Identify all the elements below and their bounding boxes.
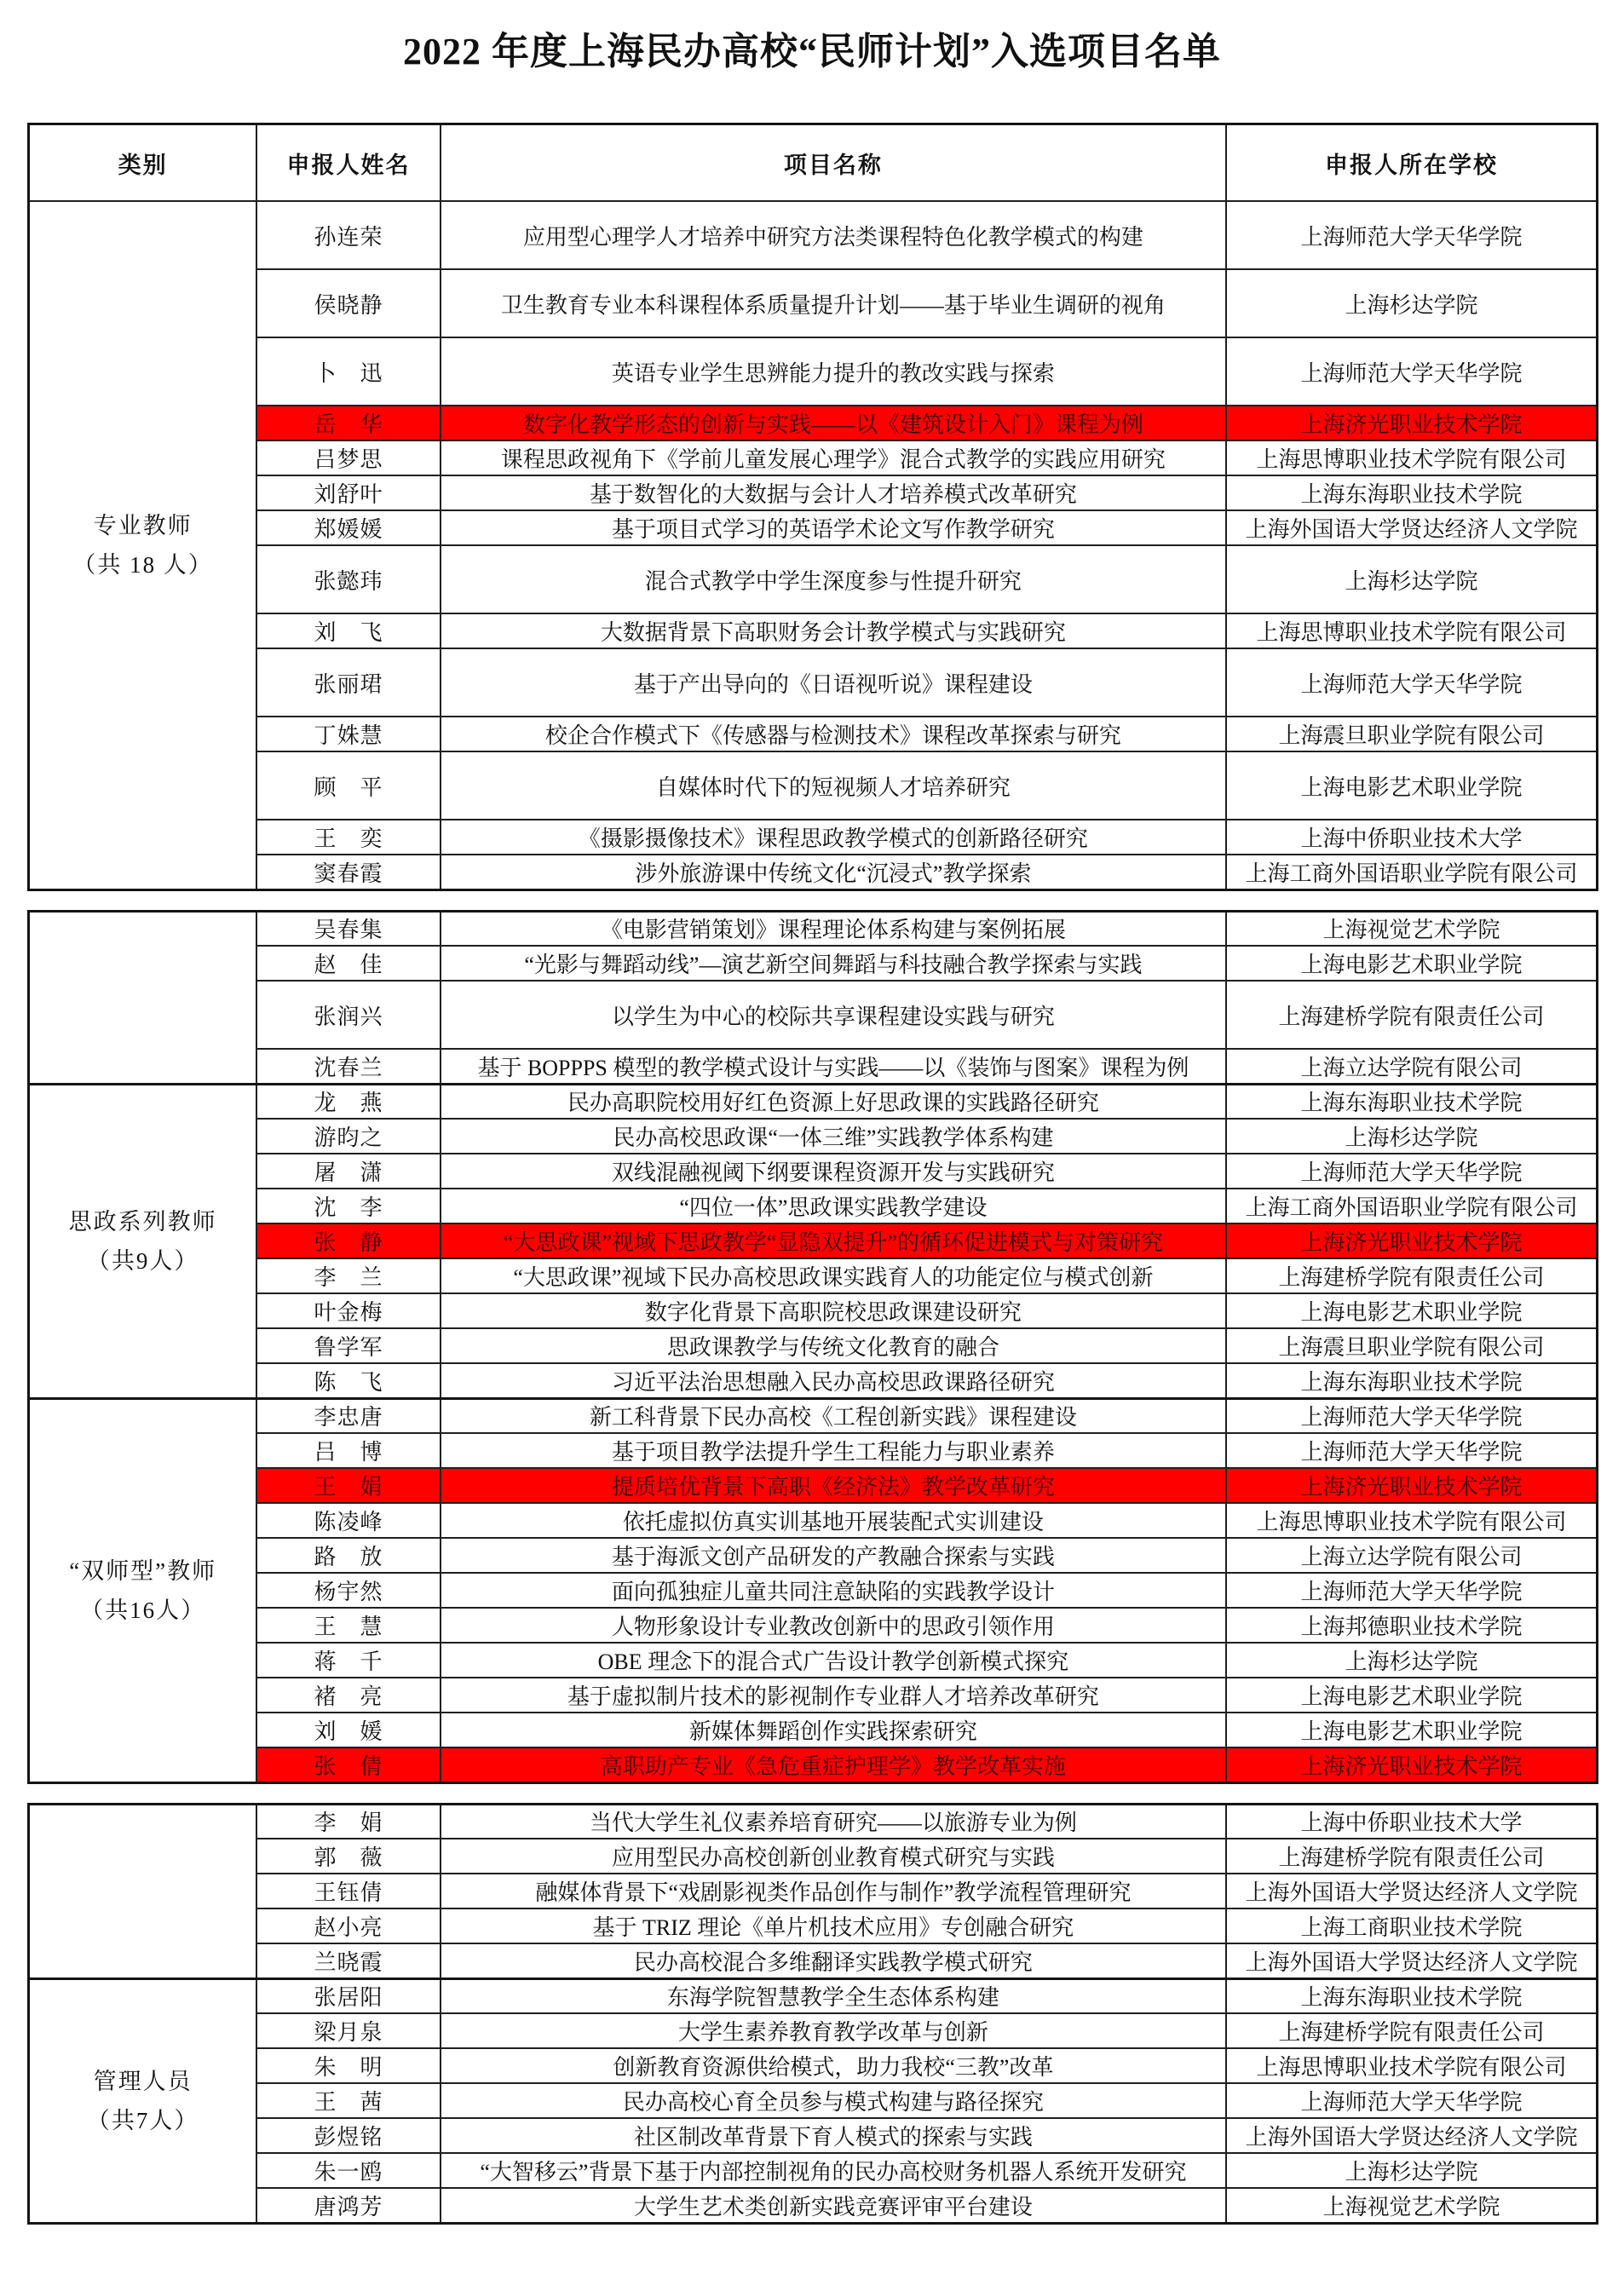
table-row: [29, 269, 1598, 337]
table-row: [29, 1363, 1598, 1398]
school-name: 上海震旦职业学院有限公司: [1226, 1328, 1597, 1363]
school-name: 上海东海职业技术学院: [1226, 1084, 1597, 1119]
table-row: [29, 946, 1598, 981]
table-row: [29, 2013, 1598, 2048]
page-title: 2022 年度上海民办高校“民师计划”入选项目名单: [403, 31, 1221, 72]
table-row: [29, 1608, 1598, 1643]
applicant-name: 郭 薇: [256, 1839, 440, 1874]
project-title: 自媒体时代下的短视频人才培养研究: [441, 751, 1226, 820]
school-name: 上海立达学院有限公司: [1226, 1049, 1597, 1084]
applicant-name: 屠 潇: [256, 1154, 440, 1189]
category-label: 管理人员: [93, 2068, 193, 2094]
applicant-name: 吕 博: [256, 1433, 440, 1468]
school-name: 上海师范大学天华学院: [1226, 201, 1597, 269]
project-title: 数字化教学形态的创新与实践——以《建筑设计入门》课程为例: [441, 406, 1226, 440]
project-title: 基于产出导向的《日语视听说》课程建设: [441, 648, 1226, 717]
project-title: 高职助产专业《急危重症护理学》教学改革实施: [441, 1747, 1226, 1782]
table-row: [29, 1538, 1598, 1573]
table-row: [29, 2153, 1598, 2188]
project-title: 《电影营销策划》课程理论体系构建与案例拓展: [441, 911, 1226, 946]
applicant-name: 张居阳: [256, 1978, 440, 2013]
project-title: 基于海派文创产品研发的产教融合探索与实践: [441, 1538, 1226, 1573]
school-name: 上海思博职业技术学院有限公司: [1226, 2048, 1597, 2083]
project-title: 面向孤独症儿童共同注意缺陷的实践教学设计: [441, 1573, 1226, 1608]
school-name: 上海建桥学院有限责任公司: [1226, 1839, 1597, 1874]
school-name: 上海师范大学天华学院: [1226, 2083, 1597, 2118]
project-title: 新媒体舞蹈创作实践探索研究: [441, 1713, 1226, 1747]
school-name: 上海杉达学院: [1226, 1643, 1597, 1678]
applicant-name: 兰晓霞: [256, 1943, 440, 1978]
table-row: [29, 1433, 1598, 1468]
table-row: [29, 510, 1598, 545]
project-title: 习近平法治思想融入民办高校思政课路径研究: [441, 1363, 1226, 1398]
school-name: 上海杉达学院: [1226, 1119, 1597, 1154]
project-title: 基于虚拟制片技术的影视制作专业群人才培养改革研究: [441, 1678, 1226, 1713]
applicant-name: 李忠唐: [256, 1398, 440, 1433]
school-name: 上海工商外国语职业学院有限公司: [1226, 855, 1597, 889]
category-count: （共16人）: [80, 1597, 206, 1623]
project-title: 以学生为中心的校际共享课程建设实践与研究: [441, 981, 1226, 1049]
project-title: 混合式教学中学生深度参与性提升研究: [441, 545, 1226, 613]
project-title: 新工科背景下民办高校《工程创新实践》课程建设: [441, 1398, 1226, 1433]
school-name: 上海师范大学天华学院: [1226, 337, 1597, 406]
table-row: [29, 440, 1598, 475]
category-cell: [29, 1084, 257, 1398]
category-cell: [29, 1804, 257, 1978]
applicant-name: 赵 佳: [256, 946, 440, 981]
table-row: [29, 545, 1598, 613]
table-row: [29, 337, 1598, 406]
project-title: “四位一体”思政课实践教学建设: [441, 1189, 1226, 1223]
applicant-name: 朱 明: [256, 2048, 440, 2083]
project-title: 课程思政视角下《学前儿童发展心理学》混合式教学的实践应用研究: [441, 440, 1226, 475]
project-title: 融媒体背景下“戏剧影视类作品创作与制作”教学流程管理研究: [441, 1874, 1226, 1908]
project-title: 基于项目式学习的英语学术论文写作教学研究: [441, 510, 1226, 545]
project-title: 基于 BOPPPS 模型的教学模式设计与实践——以《装饰与图案》课程为例: [441, 1049, 1226, 1084]
table-row: [29, 717, 1598, 751]
project-title: “光影与舞蹈动线”—演艺新空间舞蹈与科技融合教学探索与实践: [441, 946, 1226, 981]
column-header: 项目名称: [441, 124, 1226, 202]
school-name: 上海东海职业技术学院: [1226, 1978, 1597, 2013]
project-title: 民办高职院校用好红色资源上好思政课的实践路径研究: [441, 1084, 1226, 1119]
school-name: 上海杉达学院: [1226, 269, 1597, 337]
applicant-name: 李 娟: [256, 1804, 440, 1839]
category-cell: [29, 1398, 257, 1782]
school-name: 上海东海职业技术学院: [1226, 475, 1597, 510]
applicant-name: 刘 媛: [256, 1713, 440, 1747]
applicant-name: 张 倩: [256, 1747, 440, 1782]
category-label: 思政系列教师: [68, 1208, 217, 1235]
category-count: （共9人）: [86, 1247, 199, 1274]
project-title: 大学生素养教育教学改革与创新: [441, 2013, 1226, 2048]
school-name: 上海外国语大学贤达经济人文学院: [1226, 2118, 1597, 2153]
table-row: [29, 1084, 1598, 1119]
table-block-2: [27, 910, 1598, 1784]
project-title: 校企合作模式下《传感器与检测技术》课程改革探索与研究: [441, 717, 1226, 751]
school-name: 上海思博职业技术学院有限公司: [1226, 1503, 1597, 1538]
project-title: 大学生艺术类创新实践竞赛评审平台建设: [441, 2188, 1226, 2223]
school-name: 上海思博职业技术学院有限公司: [1226, 613, 1597, 648]
table-row: [29, 1747, 1598, 1782]
applicant-name: 王 娟: [256, 1468, 440, 1503]
project-title: 应用型心理学人才培养中研究方法类课程特色化教学模式的构建: [441, 201, 1226, 269]
applicant-name: 叶金梅: [256, 1293, 440, 1328]
applicant-name: 蒋 千: [256, 1643, 440, 1678]
project-title: 依托虚拟仿真实训基地开展装配式实训建设: [441, 1503, 1226, 1538]
school-name: 上海建桥学院有限责任公司: [1226, 981, 1597, 1049]
applicant-name: 岳 华: [256, 406, 440, 440]
school-name: 上海立达学院有限公司: [1226, 1538, 1597, 1573]
column-header: 申报人所在学校: [1226, 124, 1597, 202]
table-row: [29, 1328, 1598, 1363]
category-count: （共 18 人）: [72, 551, 213, 578]
school-name: 上海杉达学院: [1226, 545, 1597, 613]
table-row: [29, 201, 1598, 269]
table-row: [29, 1119, 1598, 1154]
school-name: 上海济光职业技术学院: [1226, 1223, 1597, 1258]
school-name: 上海视觉艺术学院: [1226, 911, 1597, 946]
header-row: [29, 124, 1598, 202]
school-name: 上海电影艺术职业学院: [1226, 1293, 1597, 1328]
table-row: [29, 855, 1598, 889]
project-title: 基于项目教学法提升学生工程能力与职业素养: [441, 1433, 1226, 1468]
table-row: [29, 1258, 1598, 1293]
table-row: [29, 406, 1598, 440]
applicant-name: 王钰倩: [256, 1874, 440, 1908]
applicant-name: 王 奕: [256, 820, 440, 855]
applicant-name: 孙连荣: [256, 201, 440, 269]
applicant-name: 卜 迅: [256, 337, 440, 406]
table-row: [29, 613, 1598, 648]
table-row: [29, 911, 1598, 946]
table-blocks: [27, 123, 1598, 2225]
project-title: OBE 理念下的混合式广告设计教学创新模式探究: [441, 1643, 1226, 1678]
table-row: [29, 1643, 1598, 1678]
applicant-name: 吕梦思: [256, 440, 440, 475]
table-row: [29, 2188, 1598, 2223]
applicant-name: 侯晓静: [256, 269, 440, 337]
table-row: [29, 751, 1598, 820]
table-row: [29, 2118, 1598, 2153]
table-row: [29, 1713, 1598, 1747]
applicant-name: 彭煜铭: [256, 2118, 440, 2153]
table-row: [29, 2048, 1598, 2083]
project-title: 基于 TRIZ 理论《单片机技术应用》专创融合研究: [441, 1908, 1226, 1943]
table-row: [29, 475, 1598, 510]
school-name: 上海杉达学院: [1226, 2153, 1597, 2188]
applicant-name: 张润兴: [256, 981, 440, 1049]
table-block-1: [27, 123, 1598, 891]
table-row: [29, 1468, 1598, 1503]
project-title: 创新教育资源供给模式，助力我校“三教”改革: [441, 2048, 1226, 2083]
table-row: [29, 820, 1598, 855]
applicant-name: 吴春集: [256, 911, 440, 946]
school-name: 上海中侨职业技术大学: [1226, 1804, 1597, 1839]
school-name: 上海思博职业技术学院有限公司: [1226, 440, 1597, 475]
project-title: 民办高校思政课“一体三维”实践教学体系构建: [441, 1119, 1226, 1154]
table-block-3: [27, 1803, 1598, 2225]
school-name: 上海工商外国语职业学院有限公司: [1226, 1189, 1597, 1223]
applicant-name: 窦春霞: [256, 855, 440, 889]
table-row: [29, 1678, 1598, 1713]
applicant-name: 褚 亮: [256, 1678, 440, 1713]
applicant-name: 郑媛媛: [256, 510, 440, 545]
table-row: [29, 648, 1598, 717]
table-row: [29, 1573, 1598, 1608]
category-cell: [29, 911, 257, 1084]
applicant-name: 张丽珺: [256, 648, 440, 717]
applicant-name: 张懿玮: [256, 545, 440, 613]
school-name: 上海工商职业技术学院: [1226, 1908, 1597, 1943]
column-header: 类别: [29, 124, 257, 202]
school-name: 上海外国语大学贤达经济人文学院: [1226, 510, 1597, 545]
school-name: 上海师范大学天华学院: [1226, 1398, 1597, 1433]
project-title: 数字化背景下高职院校思政课建设研究: [441, 1293, 1226, 1328]
project-title: 英语专业学生思辨能力提升的教改实践与探索: [441, 337, 1226, 406]
category-cell: [29, 1978, 257, 2223]
project-title: 应用型民办高校创新创业教育模式研究与实践: [441, 1839, 1226, 1874]
applicant-name: 顾 平: [256, 751, 440, 820]
table-row: [29, 1874, 1598, 1908]
school-name: 上海师范大学天华学院: [1226, 1573, 1597, 1608]
applicant-name: 沈 李: [256, 1189, 440, 1223]
applicant-name: 王 茜: [256, 2083, 440, 2118]
project-title: 双线混融视阈下纲要课程资源开发与实践研究: [441, 1154, 1226, 1189]
table-row: [29, 1398, 1598, 1433]
table-row: [29, 2083, 1598, 2118]
table-row: [29, 1293, 1598, 1328]
applicant-name: 杨宇然: [256, 1573, 440, 1608]
school-name: 上海济光职业技术学院: [1226, 406, 1597, 440]
project-title: 基于数智化的大数据与会计人才培养模式改革研究: [441, 475, 1226, 510]
project-title: 东海学院智慧教学全生态体系构建: [441, 1978, 1226, 2013]
school-name: 上海建桥学院有限责任公司: [1226, 2013, 1597, 2048]
school-name: 上海建桥学院有限责任公司: [1226, 1258, 1597, 1293]
table-row: [29, 981, 1598, 1049]
table-row: [29, 1804, 1598, 1839]
applicant-name: 王 慧: [256, 1608, 440, 1643]
school-name: 上海电影艺术职业学院: [1226, 946, 1597, 981]
project-title: 社区制改革背景下育人模式的探索与实践: [441, 2118, 1226, 2153]
table-row: [29, 1189, 1598, 1223]
project-title: 人物形象设计专业教改创新中的思政引领作用: [441, 1608, 1226, 1643]
school-name: 上海东海职业技术学院: [1226, 1363, 1597, 1398]
project-title: 思政课教学与传统文化教育的融合: [441, 1328, 1226, 1363]
project-title: 民办高校心育全员参与模式构建与路径探究: [441, 2083, 1226, 2118]
table-row: [29, 1154, 1598, 1189]
project-title: 当代大学生礼仪素养培育研究——以旅游专业为例: [441, 1804, 1226, 1839]
project-title: 《摄影摄像技术》课程思政教学模式的创新路径研究: [441, 820, 1226, 855]
project-title: “大思政课”视域下民办高校思政课实践育人的功能定位与模式创新: [441, 1258, 1226, 1293]
column-header: 申报人姓名: [256, 124, 440, 202]
applicant-name: 李 兰: [256, 1258, 440, 1293]
project-title: 大数据背景下高职财务会计教学模式与实践研究: [441, 613, 1226, 648]
table-row: [29, 1503, 1598, 1538]
applicant-name: 张 静: [256, 1223, 440, 1258]
school-name: 上海中侨职业技术大学: [1226, 820, 1597, 855]
table-row: [29, 1943, 1598, 1978]
applicant-name: 梁月泉: [256, 2013, 440, 2048]
category-cell: [29, 201, 257, 889]
school-name: 上海济光职业技术学院: [1226, 1468, 1597, 1503]
table-row: [29, 1049, 1598, 1084]
category-count: （共7人）: [86, 2107, 199, 2133]
applicant-name: 赵小亮: [256, 1908, 440, 1943]
school-name: 上海电影艺术职业学院: [1226, 751, 1597, 820]
project-title: 卫生教育专业本科课程体系质量提升计划——基于毕业生调研的视角: [441, 269, 1226, 337]
school-name: 上海电影艺术职业学院: [1226, 1713, 1597, 1747]
table-row: [29, 1839, 1598, 1874]
project-title: 提质培优背景下高职《经济法》教学改革研究: [441, 1468, 1226, 1503]
table-row: [29, 1908, 1598, 1943]
applicant-name: 朱一鸥: [256, 2153, 440, 2188]
school-name: 上海邦德职业技术学院: [1226, 1608, 1597, 1643]
school-name: 上海外国语大学贤达经济人文学院: [1226, 1874, 1597, 1908]
applicant-name: 游昀之: [256, 1119, 440, 1154]
applicant-name: 陈凌峰: [256, 1503, 440, 1538]
school-name: 上海济光职业技术学院: [1226, 1747, 1597, 1782]
project-title: “大思政课”视域下思政教学“显隐双提升”的循环促进模式与对策研究: [441, 1223, 1226, 1258]
applicant-name: 沈春兰: [256, 1049, 440, 1084]
project-title: 涉外旅游课中传统文化“沉浸式”教学探索: [441, 855, 1226, 889]
applicant-name: 丁姝慧: [256, 717, 440, 751]
category-label: 专业教师: [93, 512, 193, 538]
school-name: 上海视觉艺术学院: [1226, 2188, 1597, 2223]
applicant-name: 鲁学军: [256, 1328, 440, 1363]
school-name: 上海师范大学天华学院: [1226, 1433, 1597, 1468]
project-title: 民办高校混合多维翻译实践教学模式研究: [441, 1943, 1226, 1978]
applicant-name: 龙 燕: [256, 1084, 440, 1119]
applicant-name: 刘舒叶: [256, 475, 440, 510]
table-row: [29, 1978, 1598, 2013]
project-title: “大智移云”背景下基于内部控制视角的民办高校财务机器人系统开发研究: [441, 2153, 1226, 2188]
applicant-name: 陈 飞: [256, 1363, 440, 1398]
table-row: [29, 1223, 1598, 1258]
category-label: “双师型”教师: [69, 1557, 217, 1584]
school-name: 上海师范大学天华学院: [1226, 648, 1597, 717]
applicant-name: 唐鸿芳: [256, 2188, 440, 2223]
school-name: 上海外国语大学贤达经济人文学院: [1226, 1943, 1597, 1978]
applicant-name: 刘 飞: [256, 613, 440, 648]
applicant-name: 路 放: [256, 1538, 440, 1573]
school-name: 上海师范大学天华学院: [1226, 1154, 1597, 1189]
school-name: 上海电影艺术职业学院: [1226, 1678, 1597, 1713]
school-name: 上海震旦职业学院有限公司: [1226, 717, 1597, 751]
